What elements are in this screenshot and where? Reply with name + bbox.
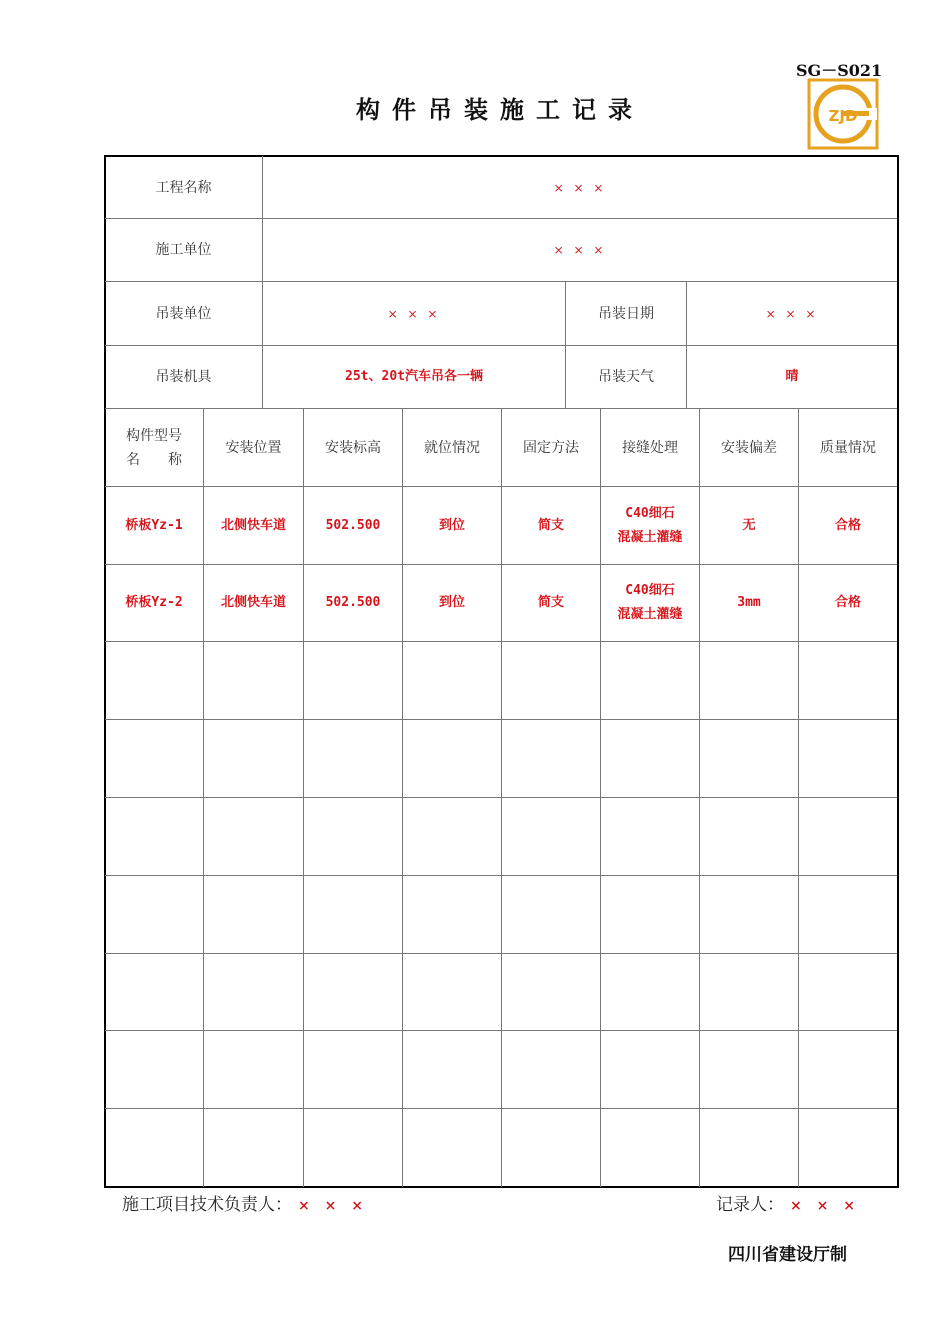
table-cell: 到位 [438,517,465,533]
table-cell: 北侧快车道 [220,517,286,533]
tech-lead-label: 施工项目技术负责人： [122,1195,292,1215]
table-cell: 502.500 [325,517,381,533]
table-cell: 桥板Yz-2 [125,595,183,610]
tech-lead-value: × × × [298,1198,368,1214]
col-header-fixing: 固定方法 [523,439,579,456]
recorder-label: 记录人： [716,1195,784,1215]
recorder-signature [716,1190,860,1215]
col-header-quality: 质量情况 [820,439,876,456]
form-title: 构件吊装施工记录 [356,96,644,124]
table-cell: 无 [742,517,756,533]
table-cell: 北侧快车道 [220,595,286,610]
table-cell: 3mm [737,595,761,610]
issuer: 四川省建设厅制 [728,1245,847,1265]
project-name-label: 工程名称 [155,179,212,196]
table-cell: C40细石 混凝土灌缝 [617,583,683,622]
construction-unit-value: × × × [553,243,607,257]
col-header-placement: 就位情况 [424,439,480,456]
recorder-value: × × × [790,1198,860,1214]
zjd-logo [807,78,879,150]
lifting-unit-label: 吊装单位 [155,305,212,322]
lifting-equipment-label: 吊装机具 [155,369,212,385]
table-cell: 502.500 [325,595,381,610]
lifting-equipment-value: 25t、20t汽车吊各一辆 [345,369,483,384]
table-cell: 简支 [537,517,564,533]
lifting-weather-label: 吊装天气 [598,369,654,385]
col-header-component: 构件型号 名 称 [126,427,182,468]
logo-text: ZJD [828,107,858,125]
table-cell: C40细石 混凝土灌缝 [617,505,683,545]
table-cell: 合格 [834,517,861,533]
construction-unit-label: 施工单位 [155,242,212,258]
col-header-deviation: 安装偏差 [721,439,777,456]
lifting-unit-value: × × × [387,306,441,321]
table-cell: 桥板Yz-1 [125,517,183,533]
col-header-position: 安装位置 [225,439,282,456]
project-name-value: × × × [553,180,607,195]
lifting-weather-value: 晴 [785,369,799,384]
table-cell: 简支 [537,595,564,610]
form-code: SG－S021 [796,61,883,80]
tech-lead-signature [122,1190,368,1215]
table-cell: 合格 [834,595,861,610]
col-header-joint: 接缝处理 [622,439,678,456]
col-header-elevation: 安装标高 [325,439,381,456]
lifting-date-value: × × × [765,306,819,321]
lifting-date-label: 吊装日期 [598,305,654,322]
table-cell: 到位 [438,595,465,610]
